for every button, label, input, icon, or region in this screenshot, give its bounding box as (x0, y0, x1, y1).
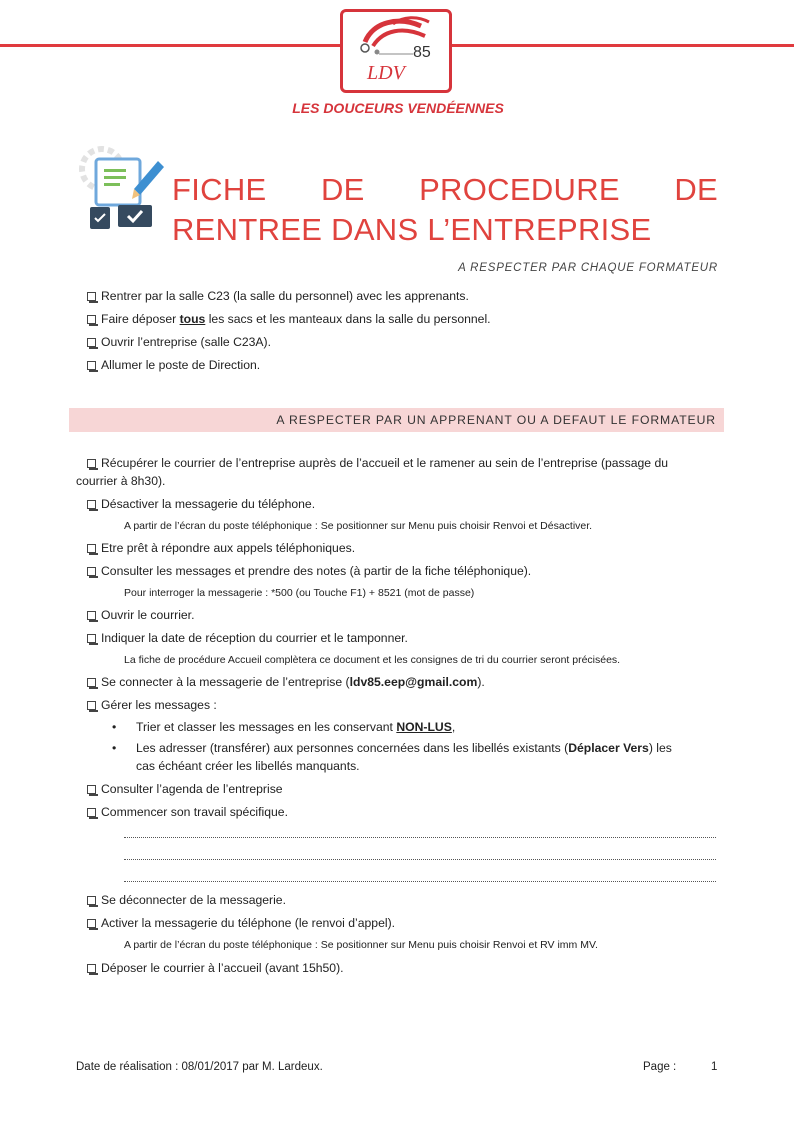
checklist-item: Se déconnecter de la messagerie. (87, 893, 286, 907)
item-note: Pour interroger la messagerie : *500 (ou Touche F1) + 8521 (mot de passe) (124, 587, 475, 599)
checklist-item: Consulter l’agenda de l’entreprise (87, 782, 283, 796)
page-title-line1 (172, 172, 718, 208)
bullet-item: • Trier et classer les messages en les conservant NON-LUS, (112, 720, 456, 734)
checkbox-icon (87, 611, 96, 620)
checkbox-icon (87, 678, 96, 687)
checklist-item: Se connecter à la messagerie de l’entreprise (ldv85.eep@gmail.com). (87, 675, 485, 689)
checklist-item: Rentrer par la salle C23 (la salle du personnel) avec les apprenants. (87, 289, 469, 303)
company-logo (340, 9, 452, 93)
blank-line[interactable] (124, 836, 716, 838)
checklist-item: Allumer le poste de Direction. (87, 358, 260, 372)
page-title-line2: RENTREE DANS L’ENTREPRISE (172, 212, 652, 247)
brand-name: LES DOUCEURS VENDÉENNES (292, 100, 504, 116)
checkbox-icon (87, 361, 96, 370)
checkbox-icon (87, 808, 96, 817)
checklist-item: Activer la messagerie du téléphone (le renvoi d’appel). (87, 916, 395, 930)
checkbox-icon (87, 634, 96, 643)
checkbox-icon (87, 567, 96, 576)
checklist-item: Ouvrir le courrier. (87, 608, 194, 622)
checklist-item: Indiquer la date de réception du courrier et le tamponner. (87, 631, 408, 645)
blank-line[interactable] (124, 858, 716, 860)
checkbox-icon (87, 964, 96, 973)
email-address: ldv85.eep@gmail.com (349, 675, 478, 689)
logo-number: 85 (413, 44, 431, 61)
bullet-icon: • (112, 720, 117, 734)
checkbox-icon (87, 338, 96, 347)
checkbox-icon (87, 500, 96, 509)
checklist-item: Gérer les messages : (87, 698, 217, 712)
checklist-item: Récupérer le courrier de l’entreprise auprès de l’accueil et le ramener au sein de l’entreprise (passage du (87, 456, 668, 470)
bullet-item: • Les adresser (transférer) aux personnes concernées dans les libellés existants (Déplacer Vers) les (112, 741, 672, 755)
footer-date: Date de réalisation : 08/01/2017 par M. Lardeux. (76, 1061, 323, 1073)
header-rule-right (452, 44, 794, 47)
checklist-item: Etre prêt à répondre aux appels téléphoniques. (87, 541, 355, 555)
checkbox-icon (87, 315, 96, 324)
item-note: A partir de l’écran du poste téléphonique : Se positionner sur Menu puis choisir Renvoi et Désactiver. (124, 520, 593, 532)
blank-line[interactable] (124, 880, 716, 882)
checkbox-icon (87, 701, 96, 710)
title-word: PROCEDURE (419, 172, 620, 207)
footer-page-number: 1 (711, 1061, 718, 1073)
checkbox-icon (87, 292, 96, 301)
logo-initials: LDV (367, 62, 405, 84)
section-band (69, 408, 724, 432)
checklist-item: Consulter les messages et prendre des notes (à partir de la fiche téléphonique). (87, 564, 531, 578)
checklist-item: Ouvrir l’entreprise (salle C23A). (87, 335, 271, 349)
checklist-item: Faire déposer tous les sacs et les manteaux dans la salle du personnel. (87, 312, 491, 326)
title-word: DE (320, 172, 365, 207)
checklist-item: Commencer son travail spécifique. (87, 805, 288, 819)
formateur-subtitle: A RESPECTER PAR CHAQUE FORMATEUR (458, 262, 718, 274)
checkbox-icon (87, 544, 96, 553)
gear-icon (78, 145, 168, 235)
footer-page-label: Page : (643, 1061, 677, 1073)
checkbox-icon (87, 785, 96, 794)
checklist-item: Désactiver la messagerie du téléphone. (87, 497, 315, 511)
checklist-item: Déposer le courrier à l’accueil (avant 15h50). (87, 961, 344, 975)
item-note: La fiche de procédure Accueil complètera ce document et les consignes de tri du courrier seront précisées. (124, 654, 621, 666)
title-word: DE (674, 172, 718, 207)
checkbox-icon (87, 459, 96, 468)
bullet-item-continuation: cas échéant créer les libellés manquants. (136, 759, 360, 773)
title-word: FICHE (172, 172, 267, 207)
section-band-title: A RESPECTER PAR UN APPRENANT OU A DEFAUT LE FORMATEUR (276, 413, 716, 427)
checkbox-icon (87, 896, 96, 905)
bullet-icon: • (112, 741, 117, 755)
item-note: A partir de l’écran du poste téléphonique : Se positionner sur Menu puis choisir Renvoi et RV imm MV. (124, 939, 598, 951)
header-rule-left (0, 44, 340, 47)
document-edit-icon (78, 145, 168, 235)
checkbox-icon (87, 919, 96, 928)
checklist-item-continuation: courrier à 8h30). (76, 474, 166, 488)
